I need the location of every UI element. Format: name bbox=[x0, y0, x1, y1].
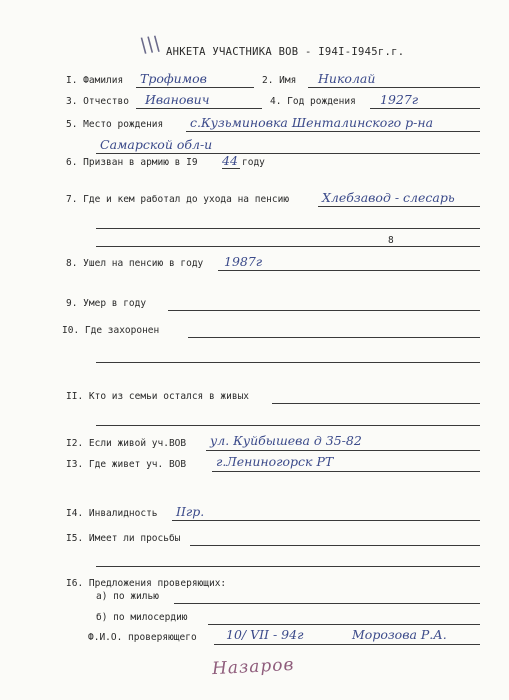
residence-line bbox=[212, 471, 480, 472]
family-label: II. Кто из семьи остался в живых bbox=[66, 391, 250, 402]
retirement-line bbox=[218, 270, 480, 271]
conscription-label-post: году bbox=[242, 157, 265, 168]
charity-label: б) по милосердию bbox=[96, 612, 188, 623]
inspector-line bbox=[214, 644, 480, 645]
conscription-year-line bbox=[222, 168, 240, 169]
inspector-label: Ф.И.О. проверяющего bbox=[88, 632, 197, 643]
workplace-line-2 bbox=[96, 228, 480, 229]
requests-line-1 bbox=[190, 545, 480, 546]
family-line-1 bbox=[272, 403, 480, 404]
housing-label: а) по жилью bbox=[96, 591, 159, 602]
death-year-line bbox=[168, 310, 480, 311]
death-year-label: 9. Умер в году bbox=[66, 298, 147, 309]
corner-mark: \\\ bbox=[138, 30, 162, 58]
surname-line bbox=[136, 87, 254, 88]
disability-line bbox=[172, 520, 480, 521]
form-title: АНКЕТА УЧАСТНИКА ВОВ - I94I-I945г.г. bbox=[166, 46, 405, 58]
proposals-label: I6. Предложения проверяющих: bbox=[66, 578, 227, 589]
burial-label: I0. Где захоронен bbox=[62, 325, 160, 336]
residence-label: I3. Где живет уч. ВОВ bbox=[66, 459, 187, 470]
surname-label: I. Фамилия bbox=[66, 75, 124, 86]
retirement-value: 1987г bbox=[224, 254, 263, 269]
first-name-line bbox=[308, 87, 480, 88]
inspector-name: Морозова Р.А. bbox=[352, 627, 447, 642]
residence-value: г.Лениногорск РТ bbox=[216, 454, 334, 469]
birth-year-label: 4. Год рождения bbox=[270, 96, 356, 107]
surname-value: Трофимов bbox=[140, 71, 207, 86]
disability-label: I4. Инвалидность bbox=[66, 508, 158, 519]
charity-line bbox=[208, 624, 480, 625]
birthplace-value-1: с.Кузьминовка Шенталинского р-на bbox=[190, 115, 434, 130]
patronymic-line bbox=[136, 108, 262, 109]
birthplace-line-1 bbox=[186, 131, 480, 132]
requests-label: I5. Имеет ли просьбы bbox=[66, 533, 181, 544]
conscription-label: 6. Призван в армию в I9 bbox=[66, 157, 198, 168]
workplace-line-note: 8 bbox=[388, 235, 394, 246]
workplace-line-3 bbox=[96, 246, 480, 247]
first-name-label: 2. Имя bbox=[262, 75, 297, 86]
if-alive-value: ул. Куйбышева д 35-82 bbox=[210, 433, 362, 448]
conscription-year-value: 44 bbox=[222, 153, 238, 168]
burial-line-2 bbox=[96, 362, 480, 363]
housing-line bbox=[174, 603, 480, 604]
workplace-line-1 bbox=[318, 206, 480, 207]
birth-year-value: 1927г bbox=[380, 92, 419, 107]
if-alive-label: I2. Если живой уч.ВОВ bbox=[66, 438, 187, 449]
if-alive-line bbox=[206, 450, 480, 451]
patronymic-label: 3. Отчество bbox=[66, 96, 129, 107]
workplace-value: Хлебзавод - слесарь bbox=[322, 190, 455, 205]
inspector-date: 10/ VII - 94г bbox=[226, 627, 304, 642]
workplace-label: 7. Где и кем работал до ухода на пенсию bbox=[66, 194, 290, 205]
disability-value: IIгр. bbox=[176, 504, 205, 519]
birthplace-label: 5. Место рождения bbox=[66, 119, 164, 130]
birthplace-line-2 bbox=[96, 153, 480, 154]
retirement-label: 8. Ушел на пенсию в году bbox=[66, 258, 204, 269]
requests-line-2 bbox=[96, 566, 480, 567]
first-name-value: Николай bbox=[318, 71, 376, 86]
signature-stamp: Назаров bbox=[211, 654, 295, 680]
burial-line-1 bbox=[188, 337, 480, 338]
family-line-2 bbox=[96, 425, 480, 426]
patronymic-value: Иванович bbox=[145, 92, 210, 107]
birthplace-value-2: Самарской обл-и bbox=[100, 137, 213, 152]
birth-year-line bbox=[370, 108, 480, 109]
